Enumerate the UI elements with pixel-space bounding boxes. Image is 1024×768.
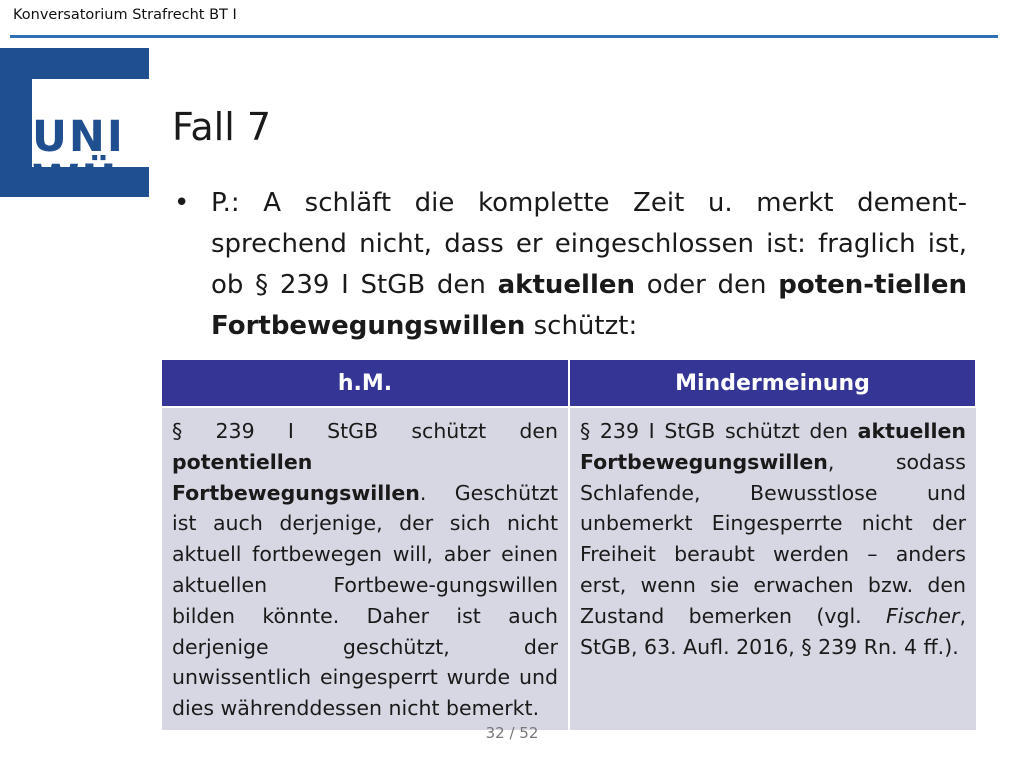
slide-title: Fall 7: [172, 105, 272, 149]
comparison-table: [162, 360, 977, 730]
bullet-text-part: schützt:: [525, 311, 638, 341]
header-rule: [10, 35, 998, 38]
bullet-marker: •: [174, 188, 190, 218]
logo-text: [32, 112, 149, 206]
logo-line-1: UNI: [32, 112, 125, 162]
cell-citation-author: Fischer: [885, 603, 960, 628]
bullet-text-part: oder den: [635, 270, 779, 300]
cell-text: , sodass Schlafende, Bewusstlose und unbemerkt Eingesperrte nicht der Freiheit beraubt werden – anders erst, wenn sie erwachen bzw. den Zustand bemerken (vgl.: [580, 449, 966, 628]
table-header-row: [162, 360, 976, 406]
page-number: 32 / 52: [485, 724, 539, 742]
bullet-emphasis-potential: poten-tiellen Fortbewegungswillen: [211, 270, 967, 341]
cell-text: § 239 I StGB schützt den: [580, 419, 858, 443]
cell-emphasis: potentiellen Fortbewegungswillen: [172, 449, 420, 505]
cell-emphasis: aktuellen Fortbewegungswillen: [580, 419, 966, 474]
bullet-text: [211, 183, 967, 347]
bullet-text-part: P.: A schläft die komplette Zeit u. merkt dement-sprechend nicht, dass er eingeschlossen ist: fraglich ist, ob § 239 I StGB den: [211, 188, 967, 300]
cell-text: , StGB, 63. Aufl. 2016, § 239 Rn. 4 ff.).: [580, 603, 966, 659]
bullet-emphasis-current: aktuellen: [497, 270, 636, 300]
column-header-minority: Mindermeinung: [569, 360, 976, 406]
bullet-item: [174, 183, 967, 347]
minority-opinion-cell: [569, 408, 976, 730]
cell-text: § 239 I StGB schützt den: [172, 419, 558, 443]
majority-opinion-cell: [162, 408, 569, 730]
logo-inner: [32, 79, 149, 206]
logo-line-2: WÜ: [32, 156, 119, 206]
header-title: Konversatorium Strafrecht BT I: [13, 7, 237, 23]
column-header-majority: h.M.: [162, 360, 569, 406]
university-logo: [0, 48, 149, 206]
cell-text: . Geschützt ist auch derjenige, der sich nicht aktuell fortbewegen will, aber einen aktuellen Fortbewe-gungswillen bilden könnte. Daher ist auch derjenige geschützt, der unwissentlich eingesperrt wurde und dies währenddessen nicht bemerkt.: [172, 480, 558, 721]
table-row: [162, 408, 976, 730]
